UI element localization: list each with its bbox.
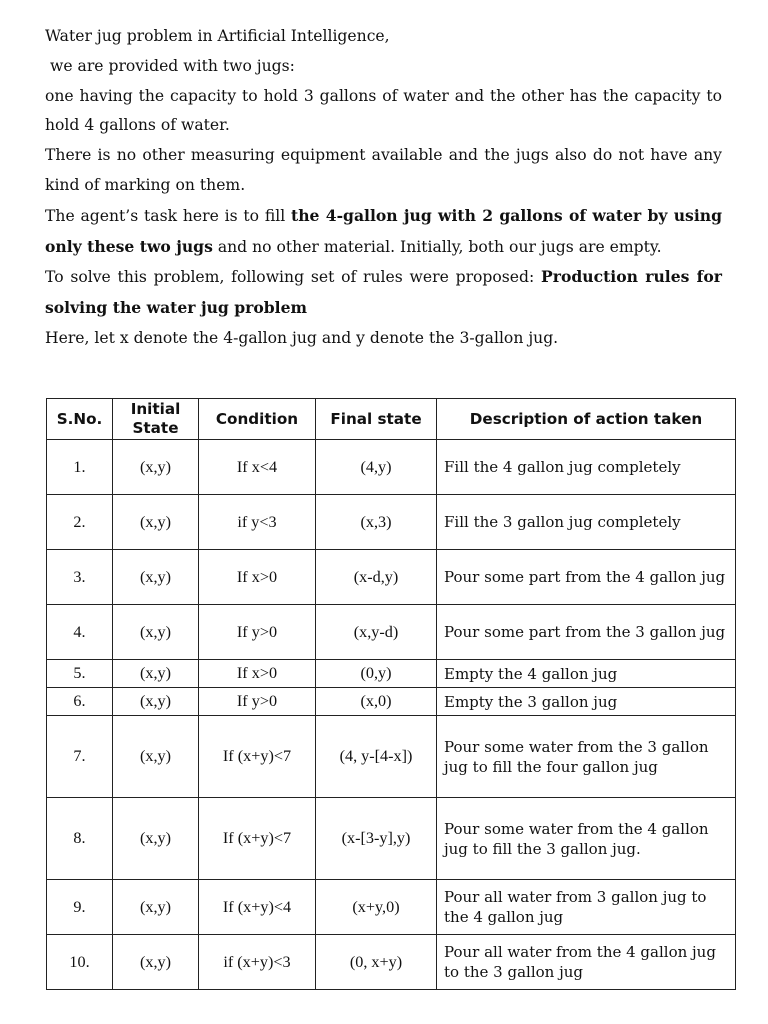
cell-final-state: (4, y-[4-x]) — [316, 716, 437, 798]
cell-sno: 2. — [47, 495, 113, 550]
cell-description: Pour some water from the 4 gallon jug to fill the 3 gallon jug. — [437, 798, 736, 880]
table-row — [47, 688, 736, 716]
cell-description: Fill the 3 gallon jug completely — [437, 495, 736, 550]
cell-condition: If (x+y)<7 — [199, 798, 316, 880]
cell-description: Pour all water from 3 gallon jug to the 4 gallon jug — [437, 880, 736, 935]
cell-sno: 8. — [47, 798, 113, 880]
cell-initial-state: (x,y) — [113, 935, 199, 990]
cell-sno: 6. — [47, 688, 113, 716]
table-header-row — [47, 399, 736, 440]
intro-paragraph-notation: Here, let x denote the 4-gallon jug and y denote the 3-gallon jug. — [45, 328, 559, 347]
cell-sno: 3. — [47, 550, 113, 605]
rules-text-bold: Production rules for solving the water jug problem — [45, 267, 722, 318]
cell-final-state: (x+y,0) — [316, 880, 437, 935]
cell-description: Pour some part from the 3 gallon jug — [437, 605, 736, 660]
cell-final-state: (0,y) — [316, 660, 437, 688]
cell-sno: 1. — [47, 440, 113, 495]
cell-condition: If y>0 — [199, 688, 316, 716]
intro-line-1: Water jug problem in Artificial Intelligence, — [45, 27, 390, 45]
table-row — [47, 880, 736, 935]
cell-sno: 10. — [47, 935, 113, 990]
header-description: Description of action taken — [437, 399, 736, 440]
cell-final-state: (0, x+y) — [316, 935, 437, 990]
cell-condition: If (x+y)<7 — [199, 716, 316, 798]
cell-initial-state: (x,y) — [113, 716, 199, 798]
cell-final-state: (x,0) — [316, 688, 437, 716]
cell-description: Pour all water from the 4 gallon jug to the 3 gallon jug — [437, 935, 736, 990]
cell-sno: 7. — [47, 716, 113, 798]
intro-paragraph-task — [45, 201, 722, 263]
cell-final-state: (x-[3-y],y) — [316, 798, 437, 880]
cell-description: Pour some part from the 4 gallon jug — [437, 550, 736, 605]
cell-initial-state: (x,y) — [113, 660, 199, 688]
task-text-start: The agent’s task here is to fill — [45, 206, 291, 225]
table-row — [47, 798, 736, 880]
cell-condition: If y>0 — [199, 605, 316, 660]
cell-condition: if y<3 — [199, 495, 316, 550]
cell-condition: if (x+y)<3 — [199, 935, 316, 990]
task-text-bold: the 4-gallon jug with 2 gallons of water by using only these two jugs — [45, 205, 722, 256]
table-row — [47, 605, 736, 660]
cell-description: Pour some water from the 3 gallon jug to fill the four gallon jug — [437, 716, 736, 798]
header-sno: S.No. — [47, 399, 113, 440]
task-text-end: and no other material. Initially, both our jugs are empty. — [212, 237, 662, 256]
cell-initial-state: (x,y) — [113, 495, 199, 550]
header-initial-state — [113, 399, 199, 440]
cell-condition: If x>0 — [199, 660, 316, 688]
cell-initial-state: (x,y) — [113, 440, 199, 495]
cell-initial-state: (x,y) — [113, 550, 199, 605]
table-row — [47, 550, 736, 605]
header-condition: Condition — [199, 399, 316, 440]
intro-paragraph-capacity: one having the capacity to hold 3 gallons of water and the other has the capacity to hold 4 gallons of water. — [45, 86, 722, 135]
cell-initial-state: (x,y) — [113, 688, 199, 716]
intro-text — [45, 22, 722, 354]
cell-final-state: (x,3) — [316, 495, 437, 550]
cell-condition: If x>0 — [199, 550, 316, 605]
production-rules-table — [46, 398, 736, 990]
cell-description: Fill the 4 gallon jug completely — [437, 440, 736, 495]
intro-line-2: we are provided with two jugs: — [50, 56, 295, 75]
cell-sno: 9. — [47, 880, 113, 935]
cell-final-state: (x,y-d) — [316, 605, 437, 660]
table-row — [47, 716, 736, 798]
cell-description: Empty the 4 gallon jug — [437, 660, 736, 688]
intro-paragraph-equipment: There is no other measuring equipment available and the jugs also do not have any kind of marking on them. — [45, 146, 722, 194]
cell-sno: 4. — [47, 605, 113, 660]
cell-initial-state: (x,y) — [113, 605, 199, 660]
table-row — [47, 935, 736, 990]
cell-initial-state: (x,y) — [113, 880, 199, 935]
rules-text-start: To solve this problem, following set of rules were proposed: — [45, 268, 542, 287]
intro-paragraph-rules — [45, 262, 722, 324]
table-row — [47, 660, 736, 688]
table-row — [47, 440, 736, 495]
cell-condition: If x<4 — [199, 440, 316, 495]
cell-final-state: (x-d,y) — [316, 550, 437, 605]
header-final-state: Final state — [316, 399, 437, 440]
cell-initial-state: (x,y) — [113, 798, 199, 880]
cell-condition: If (x+y)<4 — [199, 880, 316, 935]
cell-final-state: (4,y) — [316, 440, 437, 495]
cell-sno: 5. — [47, 660, 113, 688]
header-initial-state-label: Initial State — [130, 400, 181, 437]
table-row — [47, 495, 736, 550]
cell-description: Empty the 3 gallon jug — [437, 688, 736, 716]
